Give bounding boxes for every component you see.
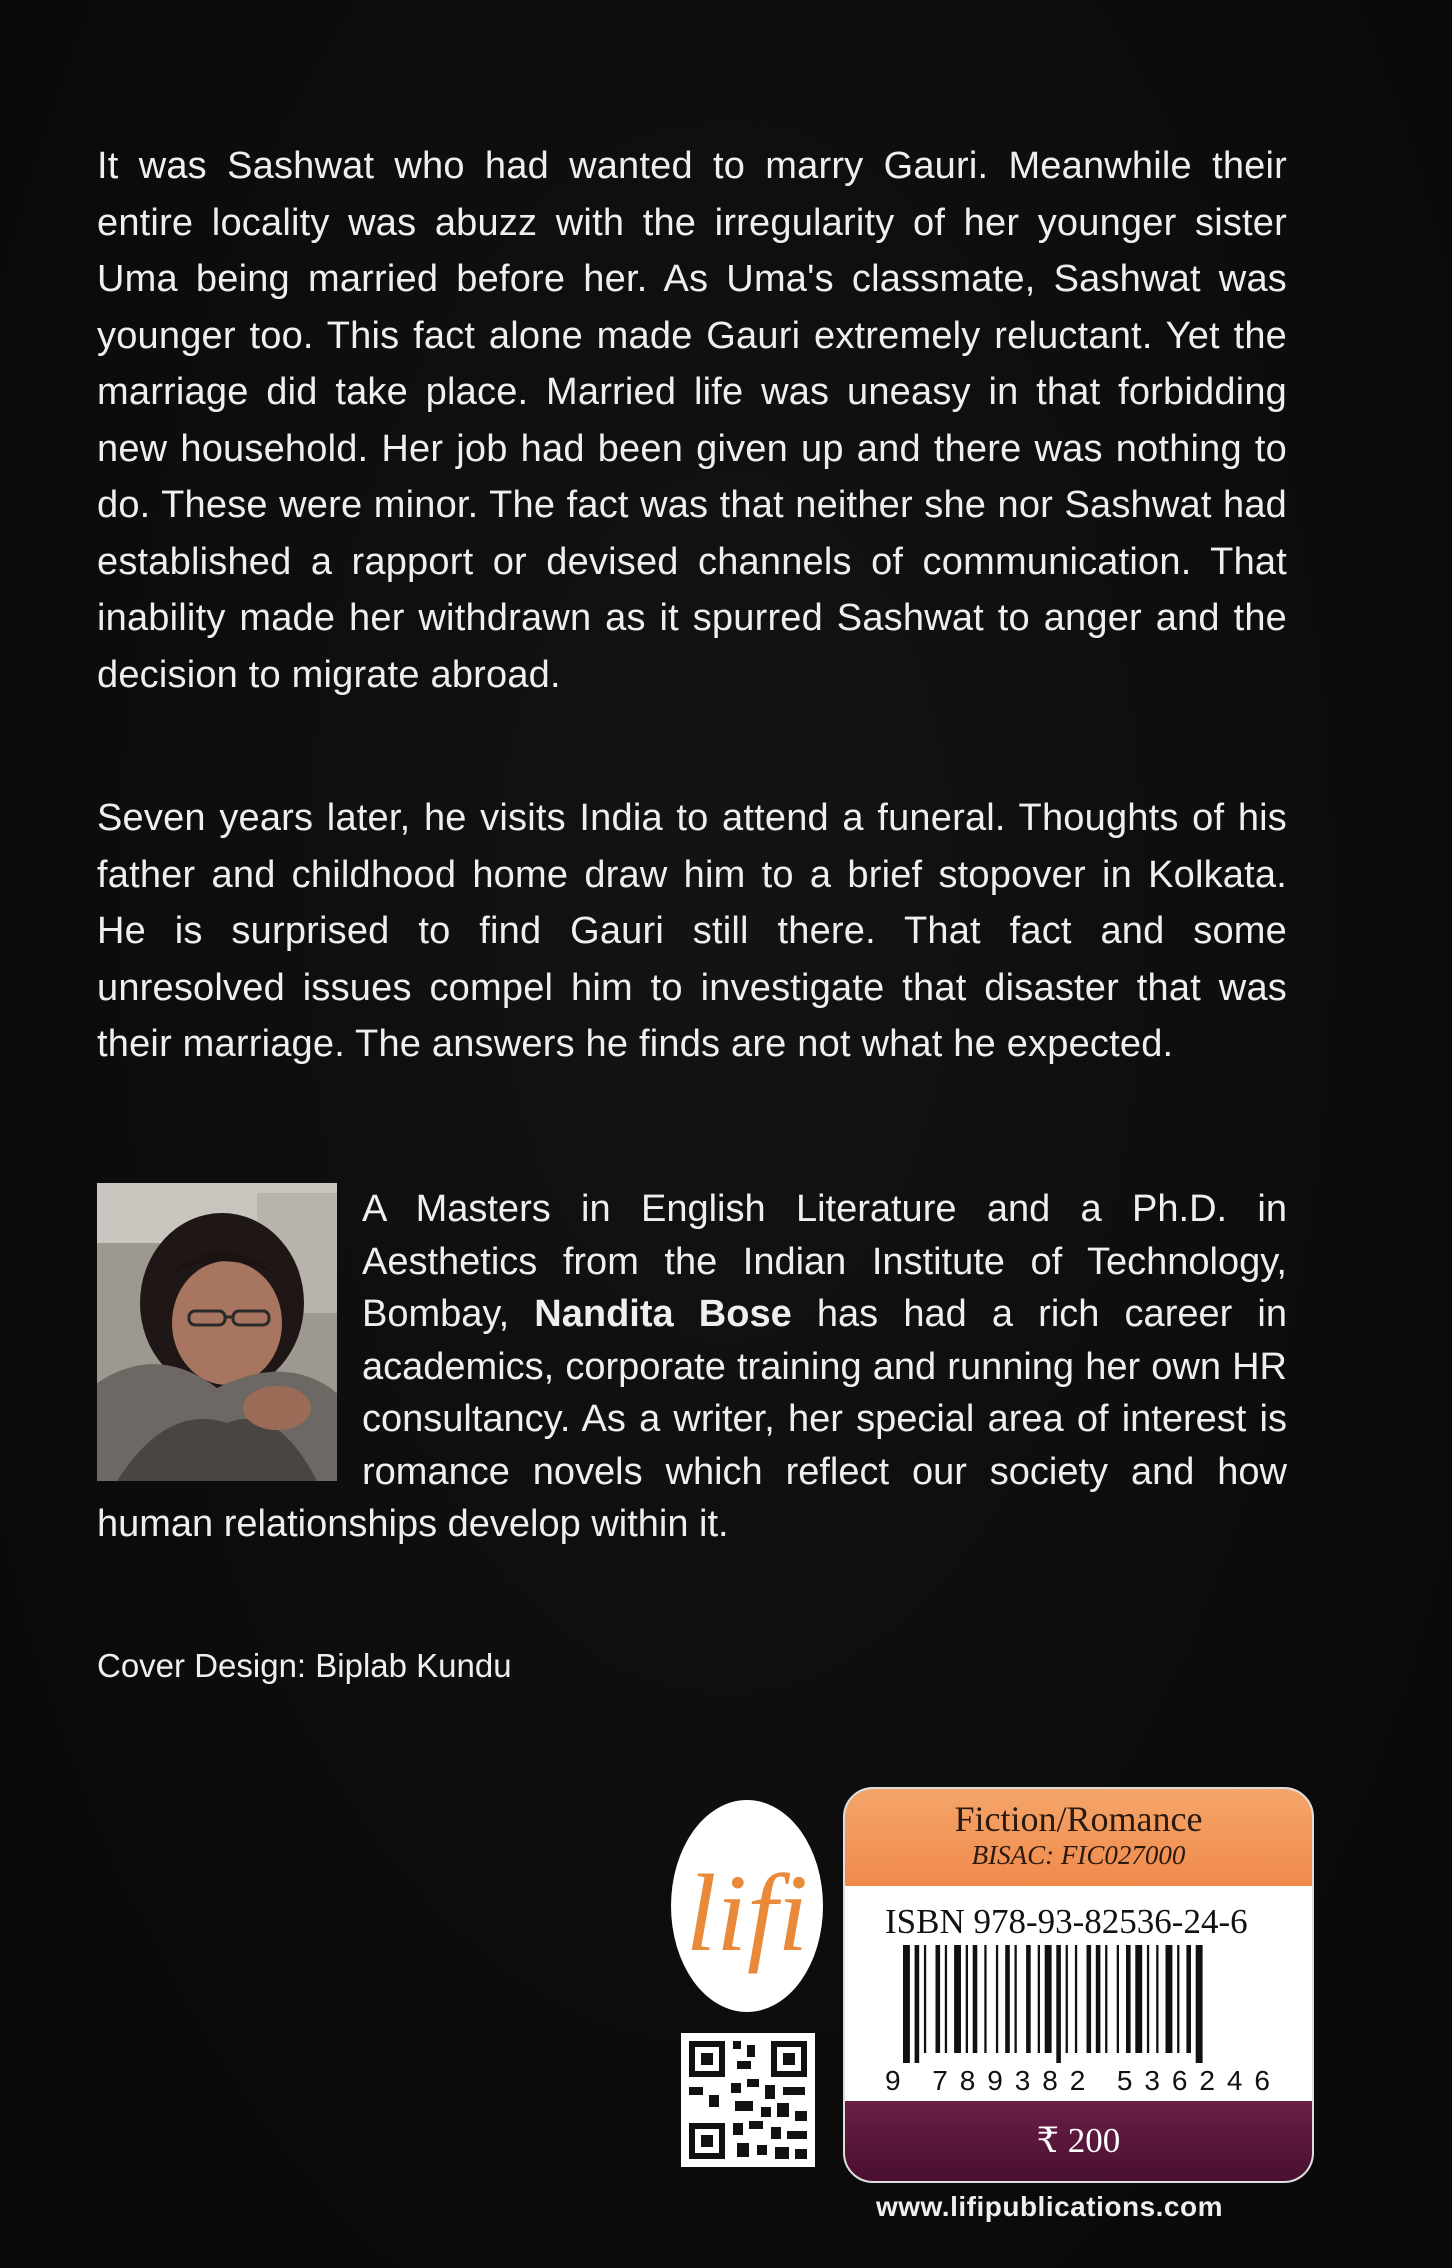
barcode-label	[843, 1787, 1314, 2183]
author-name: Nandita Bose	[534, 1293, 792, 1335]
price: ₹ 200	[1036, 2121, 1121, 2160]
blurb-paragraph-1: It was Sashwat who had wanted to marry Gauri. Meanwhile their entire locality was abuzz with the irregularity of her younger sister Uma being married before her. As Uma's classmate, Sashwat was younger too. This fact alone made Gauri extremely reluctant. Yet the marriage did take place. Married life was uneasy in that forbidding new household. Her job had been given up and there was nothing to do. These were minor. The fact was that neither she nor Sashwat had established a rapport or devised channels of communication. That inability made her withdrawn as it spurred Sashwat to anger and the decision to migrate abroad.	[97, 145, 1287, 696]
genre-band	[845, 1789, 1312, 1886]
blurb-paragraph-2: Seven years later, he visits India to attend a funeral. Thoughts of his father and childhood home draw him to a brief stopover in Kolkata. He is surprised to find Gauri still there. That fact and some unresolved issues compel him to investigate that disaster that was their marriage. The answers he finds are not what he expected.	[97, 797, 1287, 1065]
barcode	[885, 1945, 1275, 2095]
genre-label: Fiction/Romance	[954, 1799, 1203, 1839]
bisac-code: BISAC: FIC027000	[971, 1840, 1186, 1870]
author-bio: A Masters in English Literature and a Ph.D. in Aesthetics from the Indian Institute of Technology, Bombay, Nandita Bose has had a rich career in academics, corporate training and running her own HR consultancy. As a writer, her special area of interest is romance novels which reflect our society and how human relationships develop within it.	[97, 1188, 1287, 1545]
lifi-logo-text: lifi	[685, 1852, 809, 1974]
lifi-logo	[671, 1800, 823, 2012]
barcode-digits: 9 789382 536246	[885, 2065, 1270, 2095]
isbn-number: ISBN 978-93-82536-24-6	[885, 1902, 1248, 1941]
price-band	[845, 2101, 1312, 2181]
qr-code	[681, 2033, 815, 2167]
publisher-website: www.lifipublications.com	[876, 2191, 1223, 2222]
cover-design-credit: Cover Design: Biplab Kundu	[97, 1647, 512, 1684]
